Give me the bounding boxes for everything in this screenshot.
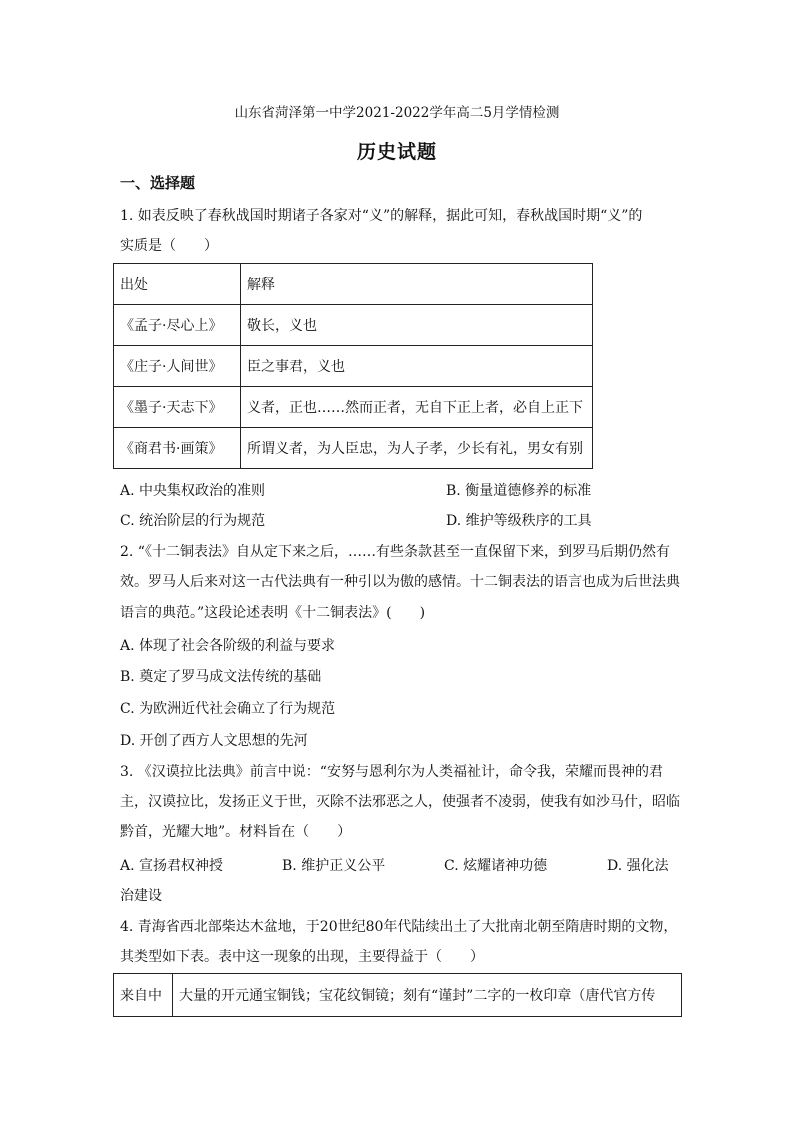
table-cell-source: 《商君书·画策》 (114, 428, 241, 469)
table-cell-source: 《墨子·天志下》 (114, 387, 241, 428)
table-row (114, 346, 593, 387)
q2-line3: 语言的典范。”这段论述表明《十二铜表法》( ) (120, 605, 426, 621)
table-cell-explanation: 所谓义者，为人臣忠，为人子孝，少长有礼，男女有别 (241, 428, 593, 469)
table-cell-explanation: 义者，正也……然而正者，无自下正上者，必自上正下 (241, 387, 593, 428)
table-row (114, 428, 593, 469)
q3-line2: 主，汉谟拉比，发扬正义于世，灭除不法邪恶之人，使强者不凌弱，使我有如沙马什，昭临 (120, 794, 680, 810)
table-header-explanation: 解释 (241, 264, 593, 305)
table-header-row (114, 264, 593, 305)
table-row (114, 387, 593, 428)
q3-line3: 黔首，光耀大地”。材料旨在（ ） (120, 824, 352, 840)
q4-line2: 其类型如下表。表中这一现象的出现，主要得益于（ ） (120, 949, 484, 965)
table-cell-explanation: 敬长，义也 (241, 305, 593, 346)
q3-option-d-continued: 治建设 (120, 888, 162, 904)
q1-table (113, 263, 593, 469)
q1-option-a: A. 中央集权政治的准则 (120, 483, 266, 499)
exam-subtitle: 山东省菏泽第一中学2021-2022学年高二5月学情检测 (234, 105, 560, 121)
q2-option-c: C. 为欧洲近代社会确立了行为规范 (120, 701, 336, 717)
q3-option-d: D. 强化法 (607, 858, 669, 874)
table-cell-artifacts: 大量的开元通宝铜钱；宝花纹铜镜；刻有“谨封”二字的一枚印章（唐代官方传 (173, 974, 682, 1017)
q2-option-d: D. 开创了西方人文思想的先河 (120, 733, 308, 749)
q1-line1: 1. 如表反映了春秋战国时期诸子各家对“义”的解释，据此可知，春秋战国时期“义”的 (120, 208, 643, 224)
q1-option-b: B. 衡量道德修养的标准 (446, 483, 592, 499)
q3-option-a: A. 宣扬君权神授 (120, 858, 224, 874)
table-cell-origin: 来自中 (114, 974, 173, 1017)
q3-line1: 3. 《汉谟拉比法典》前言中说：“安努与恩利尔为人类福祉计，命令我，荣耀而畏神的君 (120, 764, 663, 780)
q4-table (113, 973, 682, 1017)
table-row (114, 974, 682, 1017)
q1-option-d: D. 维护等级秩序的工具 (446, 513, 592, 529)
q1-option-c: C. 统治阶层的行为规范 (120, 513, 266, 529)
q2-option-b: B. 奠定了罗马成文法传统的基础 (120, 669, 322, 685)
q3-option-c: C. 炫耀诸神功德 (444, 858, 548, 874)
q3-option-b: B. 维护正义公平 (282, 858, 386, 874)
table-cell-source: 《孟子·尽心上》 (114, 305, 241, 346)
table-cell-explanation: 臣之事君，义也 (241, 346, 593, 387)
table-cell-source: 《庄子·人间世》 (114, 346, 241, 387)
q2-line1: 2. “《十二铜表法》自从定下来之后，……有些条款甚至一直保留下来，到罗马后期仍然有 (120, 544, 670, 560)
exam-title: 历史试题 (356, 141, 437, 163)
table-header-source: 出处 (114, 264, 241, 305)
q2-line2: 效。罗马人后来对这一古代法典有一种引以为傲的感情。十二铜表法的语言也成为后世法典 (120, 574, 680, 590)
q4-line1: 4. 青海省西北部柴达木盆地，于20世纪80年代陆续出土了大批南北朝至隋唐时期的文物， (120, 919, 678, 935)
table-row (114, 305, 593, 346)
q2-option-a: A. 体现了社会各阶级的利益与要求 (120, 638, 336, 654)
section-heading: 一、选择题 (120, 174, 196, 192)
q1-line2: 实质是（ ） (120, 238, 218, 254)
